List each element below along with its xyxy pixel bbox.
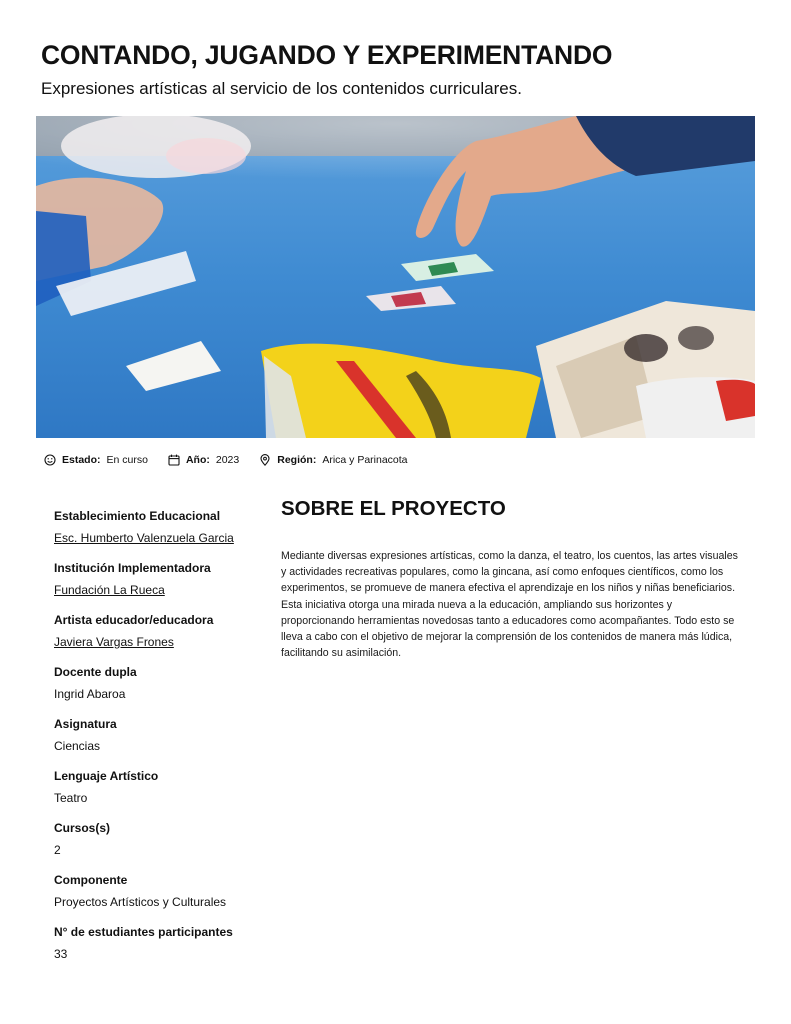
meta-estado-label: Estado: [62, 454, 101, 466]
institucion-link[interactable]: Fundación La Rueca [54, 583, 165, 597]
field-label: N° de estudiantes participantes [54, 925, 233, 939]
smiley-icon [44, 454, 56, 466]
field-value: Proyectos Artísticos y Culturales [54, 895, 227, 909]
hero-photo-illustration [36, 116, 755, 438]
artista-link[interactable]: Javiera Vargas Frones [54, 635, 174, 649]
field-label: Lenguaje Artístico [54, 769, 159, 783]
field-lenguaje [54, 769, 254, 821]
meta-region [259, 454, 407, 466]
meta-anio-value: 2023 [215, 454, 240, 466]
field-artista [54, 613, 254, 665]
meta-estado [44, 454, 148, 466]
hero-image [36, 116, 755, 438]
page-subtitle: Expresiones artísticas al servicio de los contenidos curriculares. [41, 79, 522, 98]
field-estudiantes [54, 925, 254, 977]
meta-anio-label: Año: [185, 454, 210, 466]
field-value: Ingrid Abaroa [54, 687, 126, 701]
establecimiento-link[interactable]: Esc. Humberto Valenzuela Garcia [54, 531, 234, 545]
field-establecimiento [54, 509, 254, 561]
meta-estado-value: En curso [106, 454, 148, 466]
field-value: 33 [54, 947, 68, 961]
project-meta-bar [44, 452, 428, 468]
about-description: Mediante diversas expresiones artísticas, como la danza, el teatro, los cuentos, las artes visuales y actividades recreativas populares, como la gincana, así como enfoques científicos, como los experimentos, se promueve de manera efectiva el aprendizaje en los niños y niñas beneficiarios. Esta iniciativa otorga una mirada nueva a la educación, ampliando sus horizontes y proporcionando herramientas novedosas tanto a educadores como acompañantes. Todo esto se lleva a cabo con el objetivo de mejorar la comprensión de los contenidos de manera más lúdica, facilitando su asimilación. [281, 550, 738, 660]
meta-region-label: Región: [277, 454, 317, 466]
field-value: Ciencias [54, 739, 101, 753]
field-cursos [54, 821, 254, 873]
field-value: Teatro [54, 791, 88, 805]
field-docente [54, 665, 254, 717]
field-label: Docente dupla [54, 665, 137, 679]
field-label: Componente [54, 873, 128, 887]
field-componente [54, 873, 254, 925]
meta-anio [168, 454, 239, 466]
calendar-icon [168, 454, 180, 466]
field-label: Cursos(s) [54, 821, 111, 835]
field-institucion [54, 561, 254, 613]
field-label: Asignatura [54, 717, 117, 731]
meta-region-value: Arica y Parinacota [322, 454, 408, 466]
project-details-sidebar [54, 509, 254, 977]
location-pin-icon [259, 454, 271, 466]
about-section-title: SOBRE EL PROYECTO [281, 497, 506, 520]
field-value: 2 [54, 843, 61, 857]
field-label: Artista educador/educadora [54, 613, 214, 627]
page-title: CONTANDO, JUGANDO Y EXPERIMENTANDO [41, 40, 613, 70]
field-label: Institución Implementadora [54, 561, 211, 575]
field-asignatura [54, 717, 254, 769]
field-label: Establecimiento Educacional [54, 509, 221, 523]
